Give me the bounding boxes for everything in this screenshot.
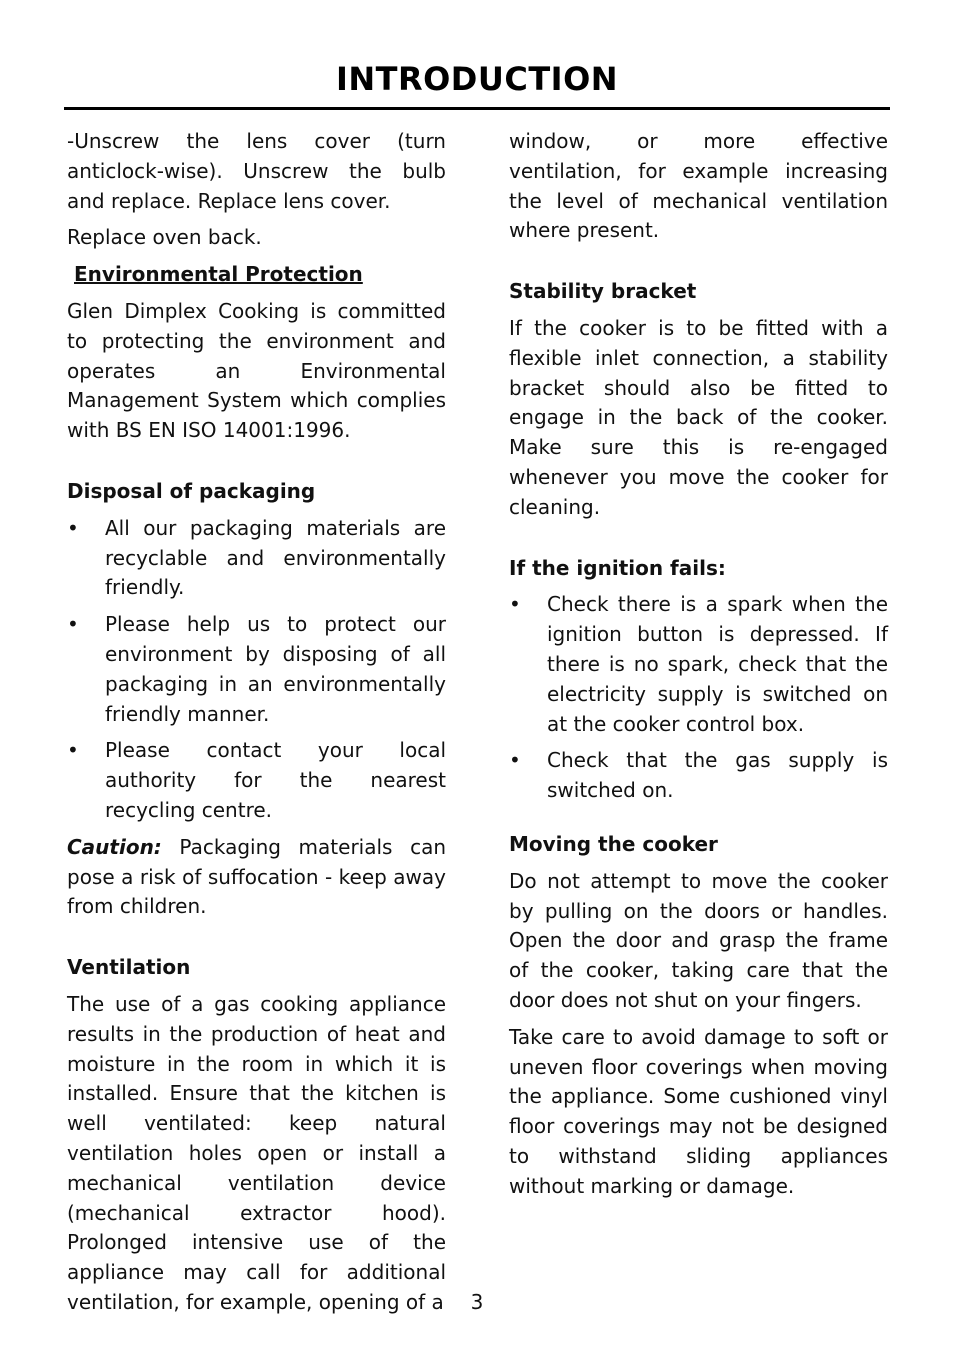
list-item-text: Please contact your local authority for the nearest recycling centre.	[105, 738, 446, 822]
environmental-protection-text: Glen Dimplex Cooking is committed to protecting the environment and operates an Environmental Management System which complies with BS EN ISO 14001:1996.	[67, 298, 446, 443]
ventilation-continued-text: window, or more effective ventilation, for example increasing the level of mechanical ventilation where present.	[509, 129, 888, 243]
list-item	[67, 610, 446, 729]
caution-text: Packaging materials can pose a risk of suffocation - keep away from children.	[67, 834, 446, 919]
bullet-icon: •	[67, 612, 79, 637]
list-item	[67, 514, 446, 603]
ignition-heading: If the ignition fails:	[509, 555, 726, 580]
left-column	[67, 127, 446, 1325]
bullet-icon: •	[67, 738, 79, 763]
ventilation-text: The use of a gas cooking appliance results in the production of heat and moisture in the room in which it is installed. Ensure that the kitchen is well ventilated: keep natural ventilation holes open or install a mechanical ventilation device (mechanical extractor hood). Prolonged intensive use of the appliance may call for additional ventilation, for example, opening of a	[67, 991, 446, 1314]
moving-cooker-heading: Moving the cooker	[509, 831, 718, 856]
oven-back-instruction: Replace oven back.	[67, 225, 262, 250]
ignition-list	[509, 590, 888, 806]
right-column	[509, 127, 888, 1209]
caution-label: Caution:	[67, 834, 162, 859]
bullet-icon: •	[67, 515, 79, 540]
bullet-icon: •	[509, 592, 521, 617]
moving-cooker-text-2: Take care to avoid damage to soft or uneven floor coverings when moving the appliance. Some cushioned vinyl floor coverings may not be designed to withstand sliding appliances without marking or damage.	[509, 1024, 888, 1198]
page-title: INTRODUCTION	[335, 60, 619, 98]
caution-note	[67, 833, 446, 922]
list-item	[67, 736, 446, 825]
moving-cooker-text-1: Do not attempt to move the cooker by pulling on the doors or handles. Open the door and grasp the frame of the cooker, taking care that the door does not shut on your fingers.	[509, 868, 888, 1012]
bullet-icon: •	[509, 748, 521, 773]
page-number: 3	[470, 1290, 484, 1314]
lens-instructions: -Unscrew the lens cover (turn anticlock-wise). Unscrew the bulb and replace. Replace lens cover.	[67, 129, 446, 213]
list-item	[509, 746, 888, 806]
stability-bracket-text: If the cooker is to be fitted with a flexible inlet connection, a stability bracket should also be fitted to engage in the back of the cooker. Make sure this is re-engaged whenever you move the cooker for cleaning.	[509, 315, 888, 519]
title-divider	[64, 107, 890, 110]
stability-bracket-heading: Stability bracket	[509, 279, 697, 304]
disposal-heading: Disposal of packaging	[67, 478, 316, 503]
list-item-text: All our packaging materials are recyclable and environmentally friendly.	[105, 515, 446, 600]
ventilation-heading: Ventilation	[67, 955, 191, 980]
list-item-text: Check there is a spark when the ignition button is depressed. If there is no spark, check that the electricity supply is switched on at the cooker control box.	[547, 592, 888, 736]
environmental-protection-heading: Environmental Protection	[74, 262, 363, 287]
list-item-text: Check that the gas supply is switched on.	[547, 748, 888, 803]
list-item-text: Please help us to protect our environment by disposing of all packaging in an environmentally friendly manner.	[105, 612, 446, 726]
disposal-list	[67, 514, 446, 826]
list-item	[509, 590, 888, 739]
